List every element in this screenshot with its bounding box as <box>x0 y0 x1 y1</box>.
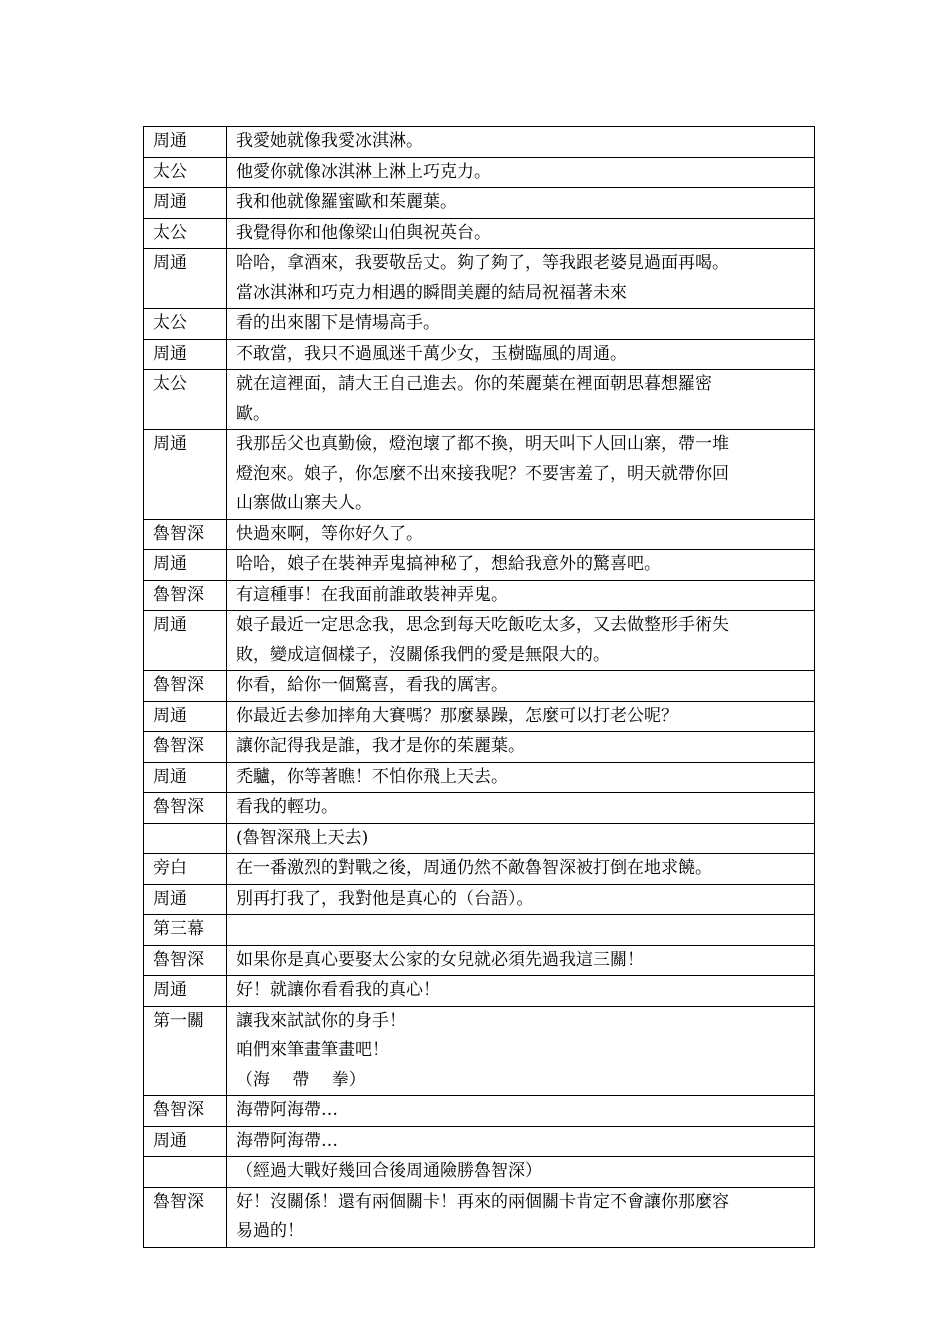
script-row <box>144 915 815 946</box>
script-row <box>144 793 815 824</box>
dialogue-cell: 哈哈，娘子在裝神弄鬼搞神秘了，想給我意外的驚喜吧。 <box>227 550 815 581</box>
dialogue-cell: 我那岳父也真勤儉，燈泡壞了都不換，明天叫下人回山寨，帶一堆 燈泡來。娘子，你怎麼不出來接我呢？不要害羞了，明天就帶你回 山寨做山寨夫人。 <box>227 430 815 520</box>
dialogue-cell: 快過來啊，等你好久了。 <box>227 519 815 550</box>
script-row <box>144 1126 815 1157</box>
speaker-cell: 太公 <box>144 157 227 188</box>
dialogue-cell: (魯智深飛上天去) <box>227 823 815 854</box>
script-row <box>144 701 815 732</box>
speaker-cell: 魯智深 <box>144 580 227 611</box>
script-row <box>144 370 815 430</box>
speaker-cell: 周通 <box>144 1126 227 1157</box>
script-row <box>144 339 815 370</box>
dialogue-cell: 讓我來試試你的身手！ 咱們來筆畫筆畫吧！ （海 帶 拳） <box>227 1006 815 1096</box>
dialogue-cell: 我覺得你和他像梁山伯與祝英台。 <box>227 218 815 249</box>
speaker-cell: 旁白 <box>144 854 227 885</box>
script-row <box>144 611 815 671</box>
speaker-cell: 周通 <box>144 127 227 158</box>
script-row <box>144 218 815 249</box>
speaker-cell: 周通 <box>144 762 227 793</box>
dialogue-cell: 哈哈，拿酒來，我要敬岳丈。夠了夠了，等我跟老婆見過面再喝。 當冰淇淋和巧克力相遇的瞬間美麗的結局祝福著未來 <box>227 249 815 309</box>
script-row <box>144 1187 815 1247</box>
dialogue-cell: 好！沒關係！還有兩個關卡！再來的兩個關卡肯定不會讓你那麼容 易過的！ <box>227 1187 815 1247</box>
script-row <box>144 519 815 550</box>
speaker-cell: 周通 <box>144 884 227 915</box>
script-row <box>144 249 815 309</box>
speaker-cell: 魯智深 <box>144 945 227 976</box>
dialogue-cell: 在一番激烈的對戰之後，周通仍然不敵魯智深被打倒在地求饒。 <box>227 854 815 885</box>
script-row <box>144 732 815 763</box>
script-row <box>144 580 815 611</box>
script-row <box>144 550 815 581</box>
script-table <box>143 126 815 1248</box>
speaker-cell: 第一關 <box>144 1006 227 1096</box>
speaker-cell: 魯智深 <box>144 793 227 824</box>
speaker-cell <box>144 1157 227 1188</box>
speaker-cell: 周通 <box>144 550 227 581</box>
script-row <box>144 309 815 340</box>
dialogue-cell: 如果你是真心要娶太公家的女兒就必須先過我這三關！ <box>227 945 815 976</box>
script-row <box>144 188 815 219</box>
speaker-cell <box>144 823 227 854</box>
dialogue-cell <box>227 915 815 946</box>
dialogue-cell: 不敢當，我只不過風迷千萬少女，玉樹臨風的周通。 <box>227 339 815 370</box>
speaker-cell: 太公 <box>144 218 227 249</box>
speaker-cell: 魯智深 <box>144 732 227 763</box>
dialogue-cell: 有這種事！在我面前誰敢裝神弄鬼。 <box>227 580 815 611</box>
speaker-cell: 周通 <box>144 701 227 732</box>
speaker-cell: 周通 <box>144 611 227 671</box>
script-table-body <box>144 127 815 1248</box>
dialogue-cell: 禿驢，你等著瞧！不怕你飛上天去。 <box>227 762 815 793</box>
speaker-cell: 周通 <box>144 430 227 520</box>
dialogue-cell: 別再打我了，我對他是真心的（台語）。 <box>227 884 815 915</box>
script-row <box>144 1096 815 1127</box>
dialogue-cell: 就在這裡面，請大王自己進去。你的茱麗葉在裡面朝思暮想羅密 歐。 <box>227 370 815 430</box>
script-row <box>144 157 815 188</box>
dialogue-cell: 你最近去參加摔角大賽嗎？那麼暴躁，怎麼可以打老公呢？ <box>227 701 815 732</box>
dialogue-cell: 我愛她就像我愛冰淇淋。 <box>227 127 815 158</box>
script-row <box>144 127 815 158</box>
speaker-cell: 周通 <box>144 976 227 1007</box>
dialogue-cell: 好！就讓你看看我的真心！ <box>227 976 815 1007</box>
dialogue-cell: （經過大戰好幾回合後周通險勝魯智深） <box>227 1157 815 1188</box>
dialogue-cell: 娘子最近一定思念我，思念到每天吃飯吃太多，又去做整形手術失 敗，變成這個樣子，沒關係我們的愛是無限大的。 <box>227 611 815 671</box>
script-row <box>144 884 815 915</box>
speaker-cell: 魯智深 <box>144 1096 227 1127</box>
script-row <box>144 1157 815 1188</box>
dialogue-cell: 看我的輕功。 <box>227 793 815 824</box>
speaker-cell: 周通 <box>144 339 227 370</box>
script-row <box>144 1006 815 1096</box>
dialogue-cell: 讓你記得我是誰，我才是你的茱麗葉。 <box>227 732 815 763</box>
dialogue-cell: 你看，給你一個驚喜，看我的厲害。 <box>227 671 815 702</box>
script-row <box>144 671 815 702</box>
dialogue-cell: 看的出來閣下是情場高手。 <box>227 309 815 340</box>
speaker-cell: 第三幕 <box>144 915 227 946</box>
speaker-cell: 周通 <box>144 249 227 309</box>
speaker-cell: 魯智深 <box>144 671 227 702</box>
speaker-cell: 魯智深 <box>144 519 227 550</box>
script-row <box>144 945 815 976</box>
speaker-cell: 太公 <box>144 309 227 340</box>
script-row <box>144 430 815 520</box>
script-row <box>144 976 815 1007</box>
script-row <box>144 762 815 793</box>
speaker-cell: 魯智深 <box>144 1187 227 1247</box>
dialogue-cell: 海帶阿海帶… <box>227 1096 815 1127</box>
script-row <box>144 823 815 854</box>
dialogue-cell: 我和他就像羅蜜歐和茱麗葉。 <box>227 188 815 219</box>
dialogue-cell: 海帶阿海帶… <box>227 1126 815 1157</box>
speaker-cell: 周通 <box>144 188 227 219</box>
speaker-cell: 太公 <box>144 370 227 430</box>
dialogue-cell: 他愛你就像冰淇淋上淋上巧克力。 <box>227 157 815 188</box>
script-row <box>144 854 815 885</box>
